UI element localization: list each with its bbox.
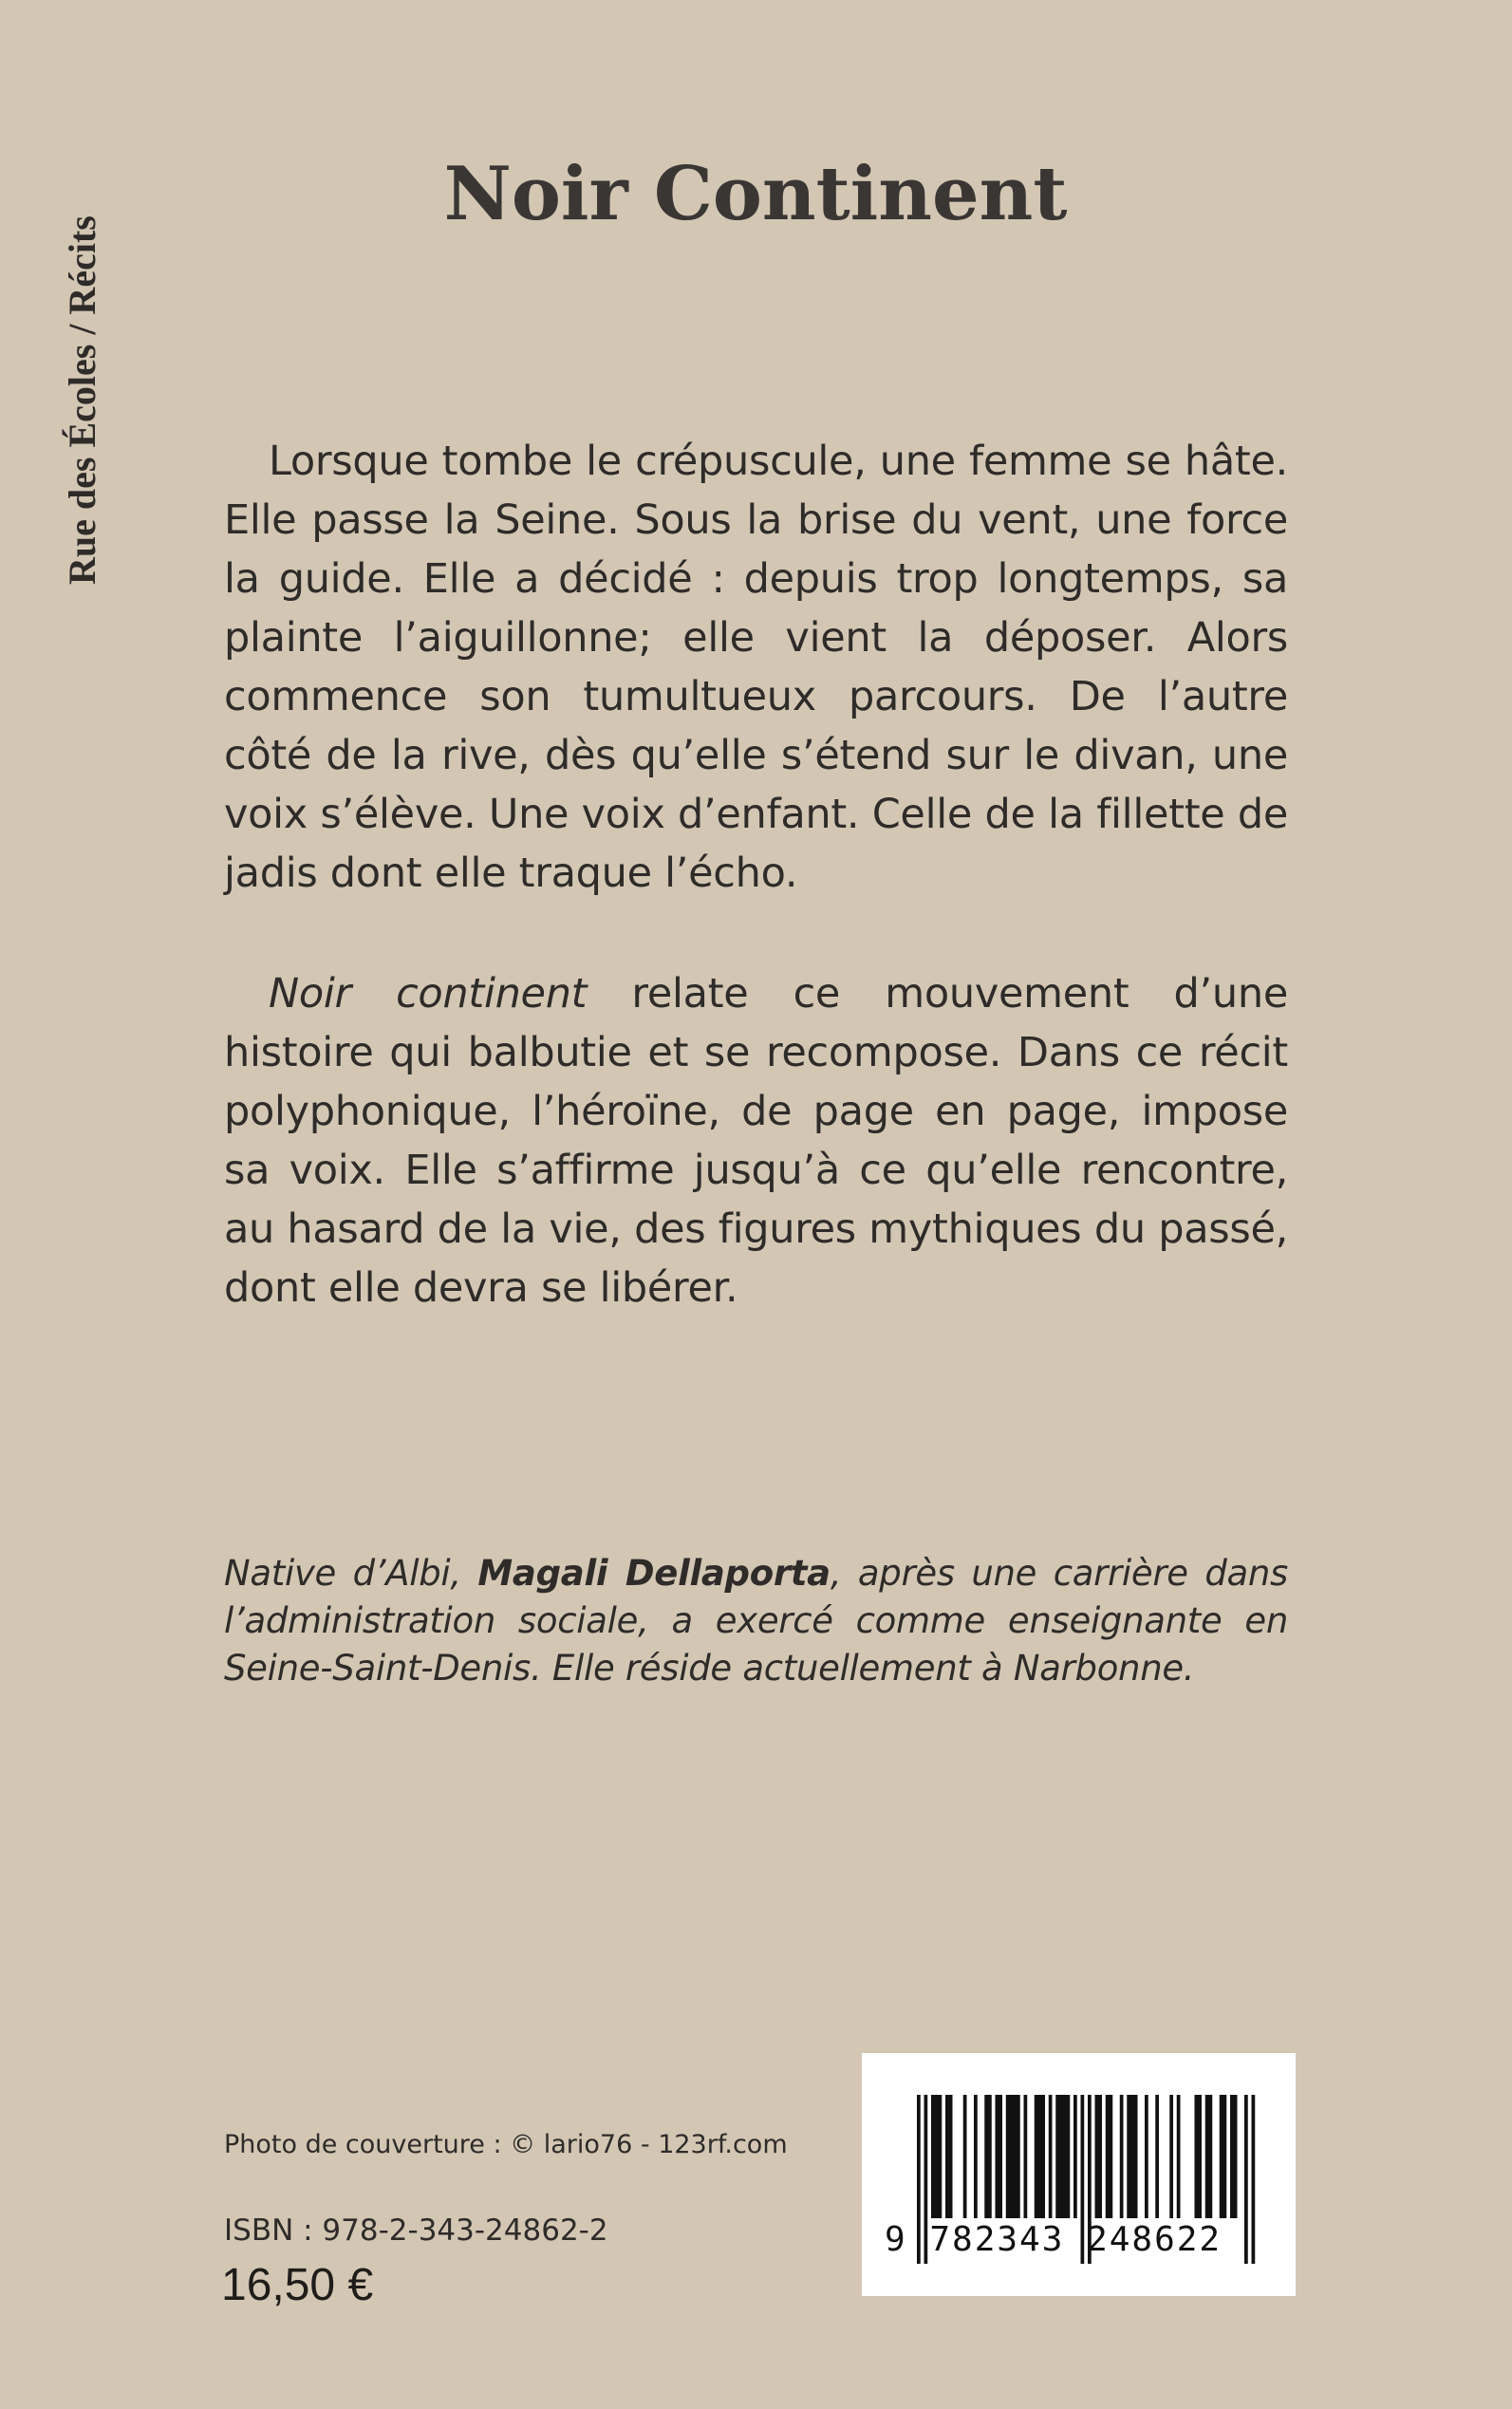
author-name: Magali Dellaporta <box>477 1553 831 1594</box>
barcode-bar <box>1230 2095 1238 2218</box>
barcode-bar <box>963 2095 967 2218</box>
barcode-bar <box>1120 2095 1124 2218</box>
barcode-bar <box>996 2095 1003 2218</box>
isbn-number: ISBN : 978-2-343-24862-2 <box>224 2213 608 2248</box>
barcode-bar <box>1095 2095 1103 2218</box>
summary-paragraph-2 <box>224 964 1288 1317</box>
barcode-bar <box>1073 2095 1077 2218</box>
barcode-bar <box>1145 2095 1148 2218</box>
photo-credit: Photo de couverture : © lario76 - 123rf.com <box>224 2130 788 2159</box>
barcode-bar <box>1155 2095 1159 2218</box>
barcode-bar <box>1195 2095 1203 2218</box>
barcode-bar <box>1049 2095 1053 2218</box>
spine-series-label: Rue des Écoles / Récits <box>61 215 103 585</box>
author-bio <box>224 1550 1288 1692</box>
summary-paragraph-1-text: Lorsque tombe le crépuscule, une femme se hâte. Elle passe la Seine. Sous la brise du vent, une force la guide. Elle a décidé : depuis trop longtemps, sa plainte l’aiguillonne; elle vient la déposer. Alors commence son tumultueux parcours. De l’autre côté de la rive, dès qu’elle s’étend sur le divan, une voix s’élève. Une voix d’enfant. Celle de la fillette de jadis dont elle traque l’écho. <box>224 438 1288 897</box>
barcode-bar <box>1177 2095 1181 2218</box>
barcode-bar <box>974 2095 978 2218</box>
author-bio-prefix: Native d’Albi, <box>224 1553 478 1594</box>
barcode-bar <box>931 2095 942 2218</box>
barcode-bar <box>1127 2095 1137 2218</box>
barcode-bar <box>945 2095 953 2218</box>
summary-italic-title: Noir continent <box>269 970 588 1018</box>
barcode-bar <box>1220 2095 1227 2218</box>
barcode-bar <box>1024 2095 1028 2218</box>
book-title: Noir Continent <box>443 151 1068 237</box>
barcode-bar <box>1205 2095 1213 2218</box>
barcode-digits: 9 782343 248622 <box>885 2220 1223 2259</box>
barcode-bar <box>1106 2095 1113 2218</box>
book-price: 16,50 € <box>221 2260 374 2310</box>
barcode-bar <box>1055 2095 1070 2218</box>
barcode <box>862 2053 1296 2296</box>
barcode-bar <box>1006 2095 1020 2218</box>
barcode-bar <box>984 2095 992 2218</box>
barcode-bar <box>1169 2095 1173 2218</box>
summary-paragraph-2-rest: relate ce mouvement d’une histoire qui balbutie et se recompose. Dans ce récit polyphonique, l’héroïne, de page en page, impose sa voix. Elle s’affirme jusqu’à ce qu’elle rencontre, au hasard de la vie, des figures mythiques du passé, dont elle devra se libérer. <box>224 970 1288 1312</box>
summary-paragraph-1 <box>224 432 1288 903</box>
summary-paragraph-2-text <box>224 964 1288 1317</box>
barcode-bar <box>1035 2095 1045 2218</box>
author-bio-rest: , après une carrière dans l’administration sociale, a exercé comme enseignante en Seine-Saint-Denis. Elle réside actuellement à Narbonne. <box>224 1553 1289 1689</box>
